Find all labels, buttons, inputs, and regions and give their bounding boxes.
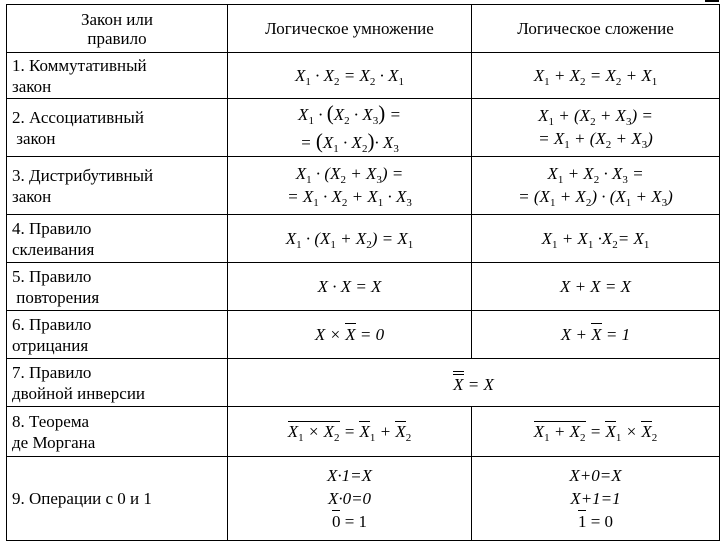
logic-laws-table: [6, 4, 720, 541]
formula-line: $X_1 \cdot X_2 = X_2 \cdot X_1$: [294, 65, 405, 88]
formula-or: [472, 157, 720, 215]
formula-line: $X_1 + X_2 = X_1 \times X_2$: [533, 422, 658, 444]
formula-line: = $(X_1 \cdot X_2)\cdot X_3$: [300, 129, 399, 155]
formula-line: = $(X_1 + X_2) \cdot (X_1 + X_3)$: [518, 187, 673, 209]
table-header-row: [7, 5, 720, 53]
formula-line: X + X = 1: [560, 324, 631, 344]
formula-line: $X_1 + X_1 \cdot X_2= X_1$: [541, 228, 650, 251]
formula-line: X · X = X: [317, 276, 382, 296]
header-or: Логическое сложение: [472, 5, 720, 53]
formula-and: [228, 157, 472, 215]
law-name: 5. Правило повторения: [7, 263, 228, 311]
formula-line: $X_1 \cdot (X_1 + X_2) = X_1$: [285, 228, 414, 251]
formula-and: [228, 457, 472, 541]
table-row: [7, 359, 720, 407]
formula-or: [472, 215, 720, 263]
formula-or: [472, 99, 720, 157]
formula-both: [228, 359, 720, 407]
table-row: [7, 53, 720, 99]
formula-and: [228, 215, 472, 263]
formula-line: $X_1 \cdot (X_2 + X_3)$ =: [295, 164, 404, 186]
formula-line: $X_1 \cdot (X_2 \cdot X_3)$ =: [298, 101, 401, 127]
formula-line: X+1=1: [570, 488, 621, 508]
law-name: 9. Операции с 0 и 1: [7, 457, 228, 541]
formula-and: [228, 99, 472, 157]
formula-line: X = X: [228, 371, 719, 395]
formula-line: $X_1 + (X_2 + X_3)$ =: [538, 106, 653, 128]
formula-or: [472, 263, 720, 311]
law-name: 7. Правило двойной инверсии: [7, 359, 228, 407]
formula-and: [228, 53, 472, 99]
law-name: 6. Правило отрицания: [7, 311, 228, 359]
formula-line: $X_1 \times X_2 = X_1 + X_2$: [287, 422, 412, 444]
formula-line: X·0=0: [327, 488, 372, 508]
header-law: Закон или правило: [7, 5, 228, 53]
table-row: [7, 99, 720, 157]
formula-and: [228, 407, 472, 457]
formula-or: [472, 407, 720, 457]
table-row: [7, 407, 720, 457]
formula-or: [472, 53, 720, 99]
formula-line: $X_1 + X_2 = X_2 + X_1$: [533, 65, 658, 88]
formula-line: 1 = 0: [577, 511, 614, 531]
formula-line: X·1=X: [327, 465, 372, 485]
formula-line: 0 = 1: [331, 511, 368, 531]
table-row: [7, 263, 720, 311]
formula-and: [228, 263, 472, 311]
table-row: [7, 311, 720, 359]
law-name: 2. Ассоциативный закон: [7, 99, 228, 157]
header-and: Логическое умножение: [228, 5, 472, 53]
formula-and: [228, 311, 472, 359]
table-row: [7, 457, 720, 541]
law-name: 8. Теорема де Моргана: [7, 407, 228, 457]
formula-or: [472, 457, 720, 541]
page-corner-mark: [705, 0, 719, 2]
law-name: 4. Правило склеивания: [7, 215, 228, 263]
law-name: 3. Дистрибутивный закон: [7, 157, 228, 215]
table-row: [7, 215, 720, 263]
formula-line: $X_1 + X_2 \cdot X_3$ =: [547, 164, 644, 186]
formula-line: X + X = X: [559, 276, 632, 296]
formula-line: = $X_1 + (X_2 + X_3)$: [538, 129, 653, 151]
formula-line: = $X_1 \cdot X_2 + X_1 \cdot X_3$: [287, 187, 412, 209]
formula-line: X × X = 0: [314, 324, 385, 344]
formula-line: X+0=X: [569, 465, 622, 485]
law-name: 1. Коммутативный закон: [7, 53, 228, 99]
formula-or: [472, 311, 720, 359]
table-row: [7, 157, 720, 215]
